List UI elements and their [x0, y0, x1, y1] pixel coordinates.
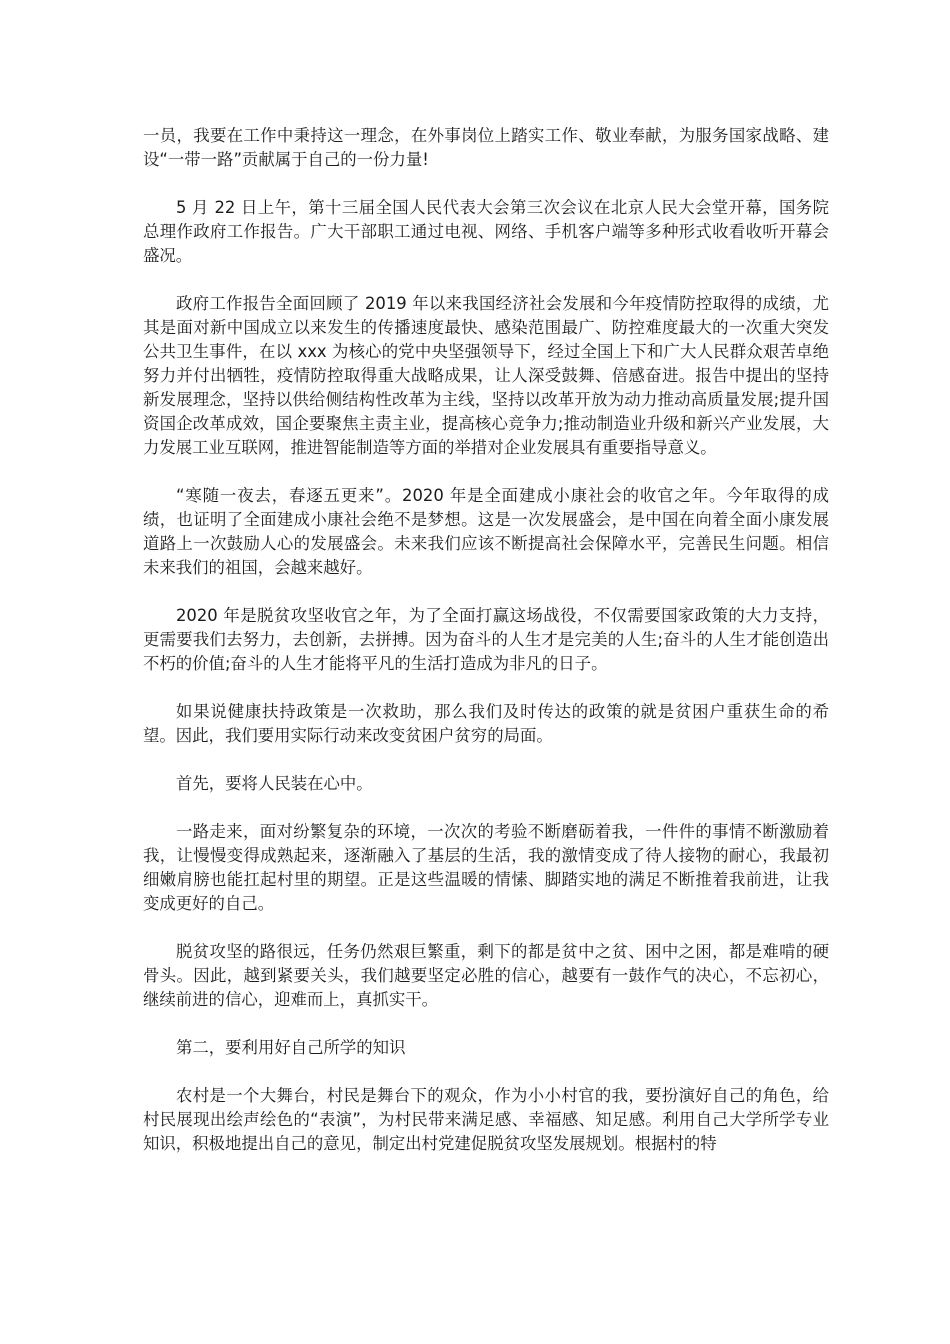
paragraph-long-road: 脱贫攻坚的路很远，任务仍然艰巨繁重，剩下的都是贫中之贫、困中之困，都是难啃的硬骨头。因此，越到紧要关头，我们越要坚定必胜的信心，越要有一鼓作气的决心，不忘初心，继续前进的信心，迎难而上，真抓实干。: [143, 942, 829, 1009]
paragraph-continuation: 一员，我要在工作中秉持这一理念，在外事岗位上踏实工作、敬业奉献，为服务国家战略、建设“一带一路”贡献属于自己的一份力量!: [143, 126, 829, 169]
paragraph-village-stage: 农村是一个大舞台，村民是舞台下的观众，作为小小村官的我，要扮演好自己的角色，给村民展现出绘声绘色的“表演”，为村民带来满足感、幸福感、知足感。利用自己大学所学专业知识，积极地提出自己的意见，制定出村党建促脱贫攻坚发展规划。根据村的特: [143, 1086, 829, 1153]
paragraph-health-policy: 如果说健康扶持政策是一次救助，那么我们及时传达的政策的就是贫困户重获生命的希望。因此，我们要用实际行动来改变贫困户贫穷的局面。: [143, 702, 829, 745]
paragraph-spring-quote: “寒随一夜去，春逐五更来”。2020 年是全面建成小康社会的收官之年。今年取得的成绩，也证明了全面建成小康社会绝不是梦想。这是一次发展盛会，是中国在向着全面小康发展道路上一次鼓励人心的发展盛会。未来我们应该不断提高社会保障水平，完善民生问题。相信未来我们的祖国，会越来越好。: [143, 486, 829, 577]
paragraph-npc-opening: 5 月 22 日上午，第十三届全国人民代表大会第三次会议在北京人民大会堂开幕，国务院总理作政府工作报告。广大干部职工通过电视、网络、手机客户端等多种形式收看收听开幕会盛况。: [143, 198, 829, 265]
section-heading-second: 第二，要利用好自己所学的知识: [176, 1038, 406, 1057]
document-body: [143, 124, 829, 1156]
paragraph-report-review: 政府工作报告全面回顾了 2019 年以来我国经济社会发展和今年疫情防控取得的成绩，尤其是面对新中国成立以来发生的传播速度最快、感染范围最广、防控难度最大的一次重大突发公共卫生事件，在以 xxx 为核心的党中央坚强领导下，经过全国上下和广大人民群众艰苦卓绝努力并付出牺牲，疫情防控取得重大战略成果，让人深受鼓舞、倍感奋进。报告中提出的坚持新发展理念，坚持以供给侧结构性改革为主线，坚持以改革开放为动力推动高质量发展;提升国资国企改革成效，国企要聚焦主责主业，提高核心竞争力;推动制造业升级和新兴产业发展，大力发展工业互联网，推进智能制造等方面的举措对企业发展具有重要指导意义。: [143, 294, 829, 457]
paragraph-poverty-year: 2020 年是脱贫攻坚收官之年，为了全面打赢这场战役，不仅需要国家政策的大力支持，更需要我们去努力，去创新，去拼搏。因为奋斗的人生才是完美的人生;奋斗的人生才能创造出不朽的价值;奋斗的人生才能将平凡的生活打造成为非凡的日子。: [143, 606, 829, 673]
paragraph-journey: 一路走来，面对纷繁复杂的环境，一次次的考验不断磨砺着我，一件件的事情不断激励着我，让慢慢变得成熟起来，逐渐融入了基层的生活，我的激情变成了待人接物的耐心，我最初细嫩肩膀也能扛起村里的期望。正是这些温暖的情愫、脚踏实地的满足不断推着我前进，让我变成更好的自己。: [143, 822, 829, 913]
section-heading-first: 首先，要将人民装在心中。: [176, 774, 373, 793]
